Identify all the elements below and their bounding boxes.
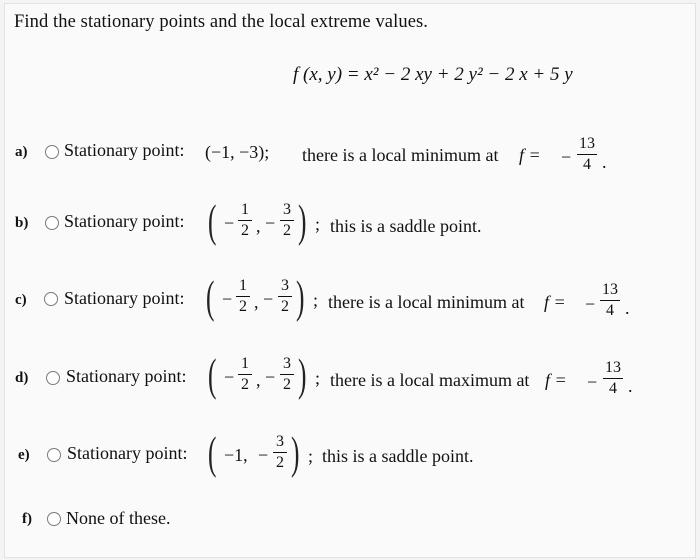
option-label: Stationary point: <box>67 443 188 463</box>
option-d[interactable] <box>0 349 700 412</box>
y-fraction <box>280 201 294 240</box>
negative-sign: − <box>265 213 276 233</box>
frac-numerator: 3 <box>283 355 291 372</box>
negative-sign: − <box>224 367 235 387</box>
formula-rhs: x² − 2 xy + 2 y² − 2 x + 5 y <box>364 64 573 85</box>
period: . <box>625 298 630 318</box>
function-formula <box>293 64 573 86</box>
radio-e[interactable] <box>47 448 61 462</box>
f-equals: f = <box>545 370 567 390</box>
option-c[interactable] <box>0 271 700 336</box>
option-description: this is a saddle point. <box>322 446 474 466</box>
negative-sign: − <box>263 289 274 309</box>
frac-denominator: 2 <box>239 298 247 316</box>
option-label: Stationary point: <box>66 366 187 386</box>
negative-sign: − <box>265 367 276 387</box>
frac-numerator: 3 <box>283 201 291 218</box>
extreme-value-fraction <box>577 135 597 174</box>
negative-sign: − <box>587 372 598 392</box>
negative-sign: − <box>222 289 233 309</box>
option-letter: e) <box>18 447 30 463</box>
right-paren: ) <box>298 195 307 246</box>
negative-sign: − <box>561 147 572 167</box>
frac-denominator: 4 <box>609 380 617 398</box>
comma: , <box>254 292 259 312</box>
frac-bar <box>603 378 623 379</box>
negative-sign: − <box>224 213 235 233</box>
option-description: there is a local minimum at <box>302 145 499 165</box>
period: . <box>602 152 607 172</box>
left-paren: ( <box>208 195 217 246</box>
right-paren: ) <box>298 349 307 400</box>
right-paren: ) <box>291 427 300 478</box>
negative-sign: − <box>258 445 269 465</box>
y-fraction <box>278 277 292 316</box>
frac-denominator: 2 <box>241 376 249 394</box>
semicolon: ; <box>315 214 321 234</box>
option-letter: c) <box>15 292 27 308</box>
frac-bar <box>280 374 294 375</box>
y-fraction <box>273 433 287 472</box>
option-b[interactable] <box>0 195 700 258</box>
option-label: None of these. <box>66 508 171 528</box>
frac-numerator: 13 <box>605 359 621 376</box>
option-label: Stationary point: <box>64 140 185 160</box>
option-letter: b) <box>15 215 29 231</box>
frac-numerator: 13 <box>579 135 595 152</box>
option-f[interactable] <box>0 500 700 560</box>
left-paren: ( <box>206 271 215 322</box>
left-paren: ( <box>208 349 217 400</box>
frac-bar <box>238 374 252 375</box>
radio-d[interactable] <box>46 371 60 385</box>
x-fraction <box>238 355 252 394</box>
frac-bar <box>278 296 292 297</box>
x-fraction <box>238 201 252 240</box>
frac-bar <box>236 296 250 297</box>
radio-b[interactable] <box>45 216 59 230</box>
frac-numerator: 1 <box>241 201 249 218</box>
right-paren: ) <box>296 271 305 322</box>
option-description: this is a saddle point. <box>330 216 482 236</box>
extreme-value-fraction <box>600 281 620 320</box>
radio-c[interactable] <box>44 292 58 306</box>
option-letter: a) <box>15 144 28 160</box>
option-label: Stationary point: <box>64 211 185 231</box>
f-equals: f = <box>544 292 566 312</box>
frac-bar <box>577 154 597 155</box>
stationary-point: (−1, −3); <box>205 142 270 162</box>
frac-denominator: 2 <box>281 298 289 316</box>
semicolon: ; <box>308 446 314 466</box>
frac-bar <box>280 220 294 221</box>
frac-numerator: 3 <box>276 433 284 450</box>
frac-numerator: 3 <box>281 277 289 294</box>
frac-numerator: 1 <box>241 355 249 372</box>
option-letter: d) <box>15 370 29 386</box>
radio-a[interactable] <box>45 145 59 159</box>
x-value: −1, <box>224 445 248 465</box>
frac-bar <box>273 452 287 453</box>
frac-denominator: 2 <box>241 222 249 240</box>
left-paren: ( <box>208 427 217 478</box>
option-a[interactable] <box>0 130 700 190</box>
y-fraction <box>280 355 294 394</box>
frac-bar <box>600 300 620 301</box>
option-letter: f) <box>22 511 32 527</box>
extreme-value-fraction <box>603 359 623 398</box>
option-description: there is a local maximum at <box>330 370 530 390</box>
period: . <box>628 376 633 396</box>
radio-f[interactable] <box>47 512 61 526</box>
x-fraction <box>236 277 250 316</box>
frac-numerator: 13 <box>602 281 618 298</box>
frac-denominator: 2 <box>283 222 291 240</box>
frac-denominator: 2 <box>283 376 291 394</box>
option-label: Stationary point: <box>64 288 185 308</box>
comma: , <box>256 370 261 390</box>
negative-sign: − <box>585 294 596 314</box>
f-equals: f = <box>519 145 541 165</box>
comma: , <box>256 216 261 236</box>
frac-numerator: 1 <box>239 277 247 294</box>
semicolon: ; <box>315 368 321 388</box>
option-e[interactable] <box>0 428 700 488</box>
frac-denominator: 4 <box>583 156 591 174</box>
semicolon: ; <box>313 290 319 310</box>
frac-bar <box>238 220 252 221</box>
frac-denominator: 2 <box>276 454 284 472</box>
option-description: there is a local minimum at <box>328 292 525 312</box>
frac-denominator: 4 <box>606 302 614 320</box>
formula-lhs: f (x, y) = <box>293 64 365 85</box>
question-text: Find the stationary points and the local extreme values. <box>14 12 429 32</box>
